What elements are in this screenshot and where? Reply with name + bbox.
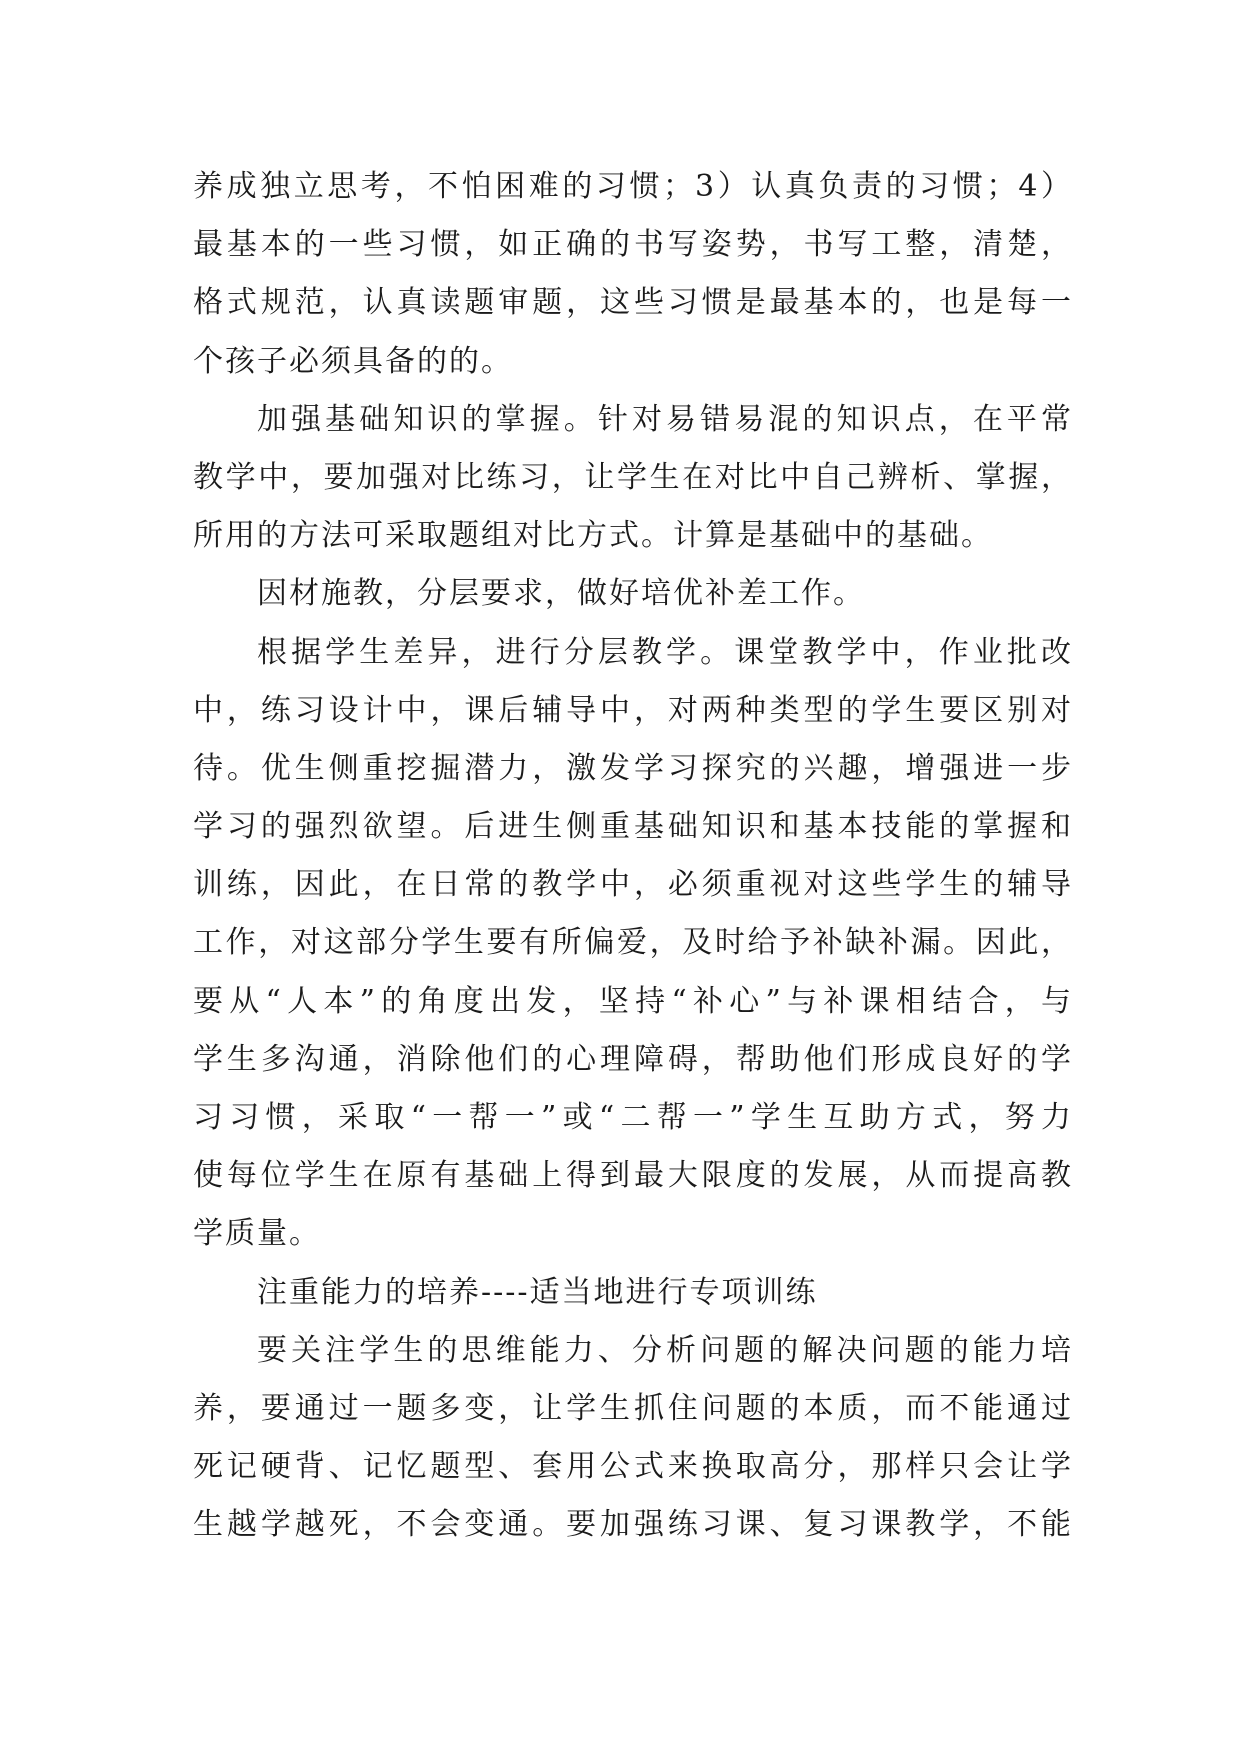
document-body: [193, 158, 1073, 1555]
text-line: 要从“人本”的角度出发，坚持“补心”与补课相结合，与: [193, 983, 1073, 1019]
text-line: 加强基础知识的掌握。针对易错易混的知识点，在平常: [257, 401, 1073, 437]
text-line: 习习惯，采取“一帮一”或“二帮一”学生互助方式，努力: [193, 1100, 1073, 1135]
text-line: 根据学生差异，进行分层教学。课堂教学中，作业批改: [257, 634, 1073, 670]
text-line: 要关注学生的思维能力、分析问题的解决问题的能力培: [257, 1332, 1073, 1368]
text-line: 因材施教，分层要求，做好培优补差工作。: [257, 576, 865, 612]
text-line: 学生多沟通，消除他们的心理障碍，帮助他们形成良好的学: [193, 1041, 1073, 1077]
text-line: 学习的强烈欲望。后进生侧重基础知识和基本技能的掌握和: [193, 809, 1073, 845]
text-line: 格式规范，认真读题审题，这些习惯是最基本的，也是每一: [193, 285, 1073, 321]
text-line: 训练，因此，在日常的教学中，必须重视对这些学生的辅导: [193, 867, 1073, 903]
text-line: 最基本的一些习惯，如正确的书写姿势，书写工整，清楚，: [193, 227, 1073, 263]
text-line: 工作，对这部分学生要有所偏爱，及时给予补缺补漏。因此，: [193, 925, 1073, 961]
text-line: 死记硬背、记忆题型、套用公式来换取高分，那样只会让学: [193, 1449, 1073, 1485]
text-line: 所用的方法可采取题组对比方式。计算是基础中的基础。: [193, 518, 993, 554]
text-line: 学质量。: [193, 1216, 321, 1252]
text-line: 教学中，要加强对比练习，让学生在对比中自己辨析、掌握，: [193, 459, 1073, 495]
text-line: 生越学越死，不会变通。要加强练习课、复习课教学，不能: [193, 1507, 1073, 1543]
text-line: 使每位学生在原有基础上得到最大限度的发展，从而提高教: [193, 1158, 1073, 1194]
text-line: 养成独立思考，不怕困难的习惯；3）认真负责的习惯；4）: [193, 169, 1073, 204]
text-line: 待。优生侧重挖掘潜力，激发学习探究的兴趣，增强进一步: [193, 750, 1073, 786]
text-line: 个孩子必须具备的的。: [193, 343, 513, 379]
text-line: 中，练习设计中，课后辅导中，对两种类型的学生要区别对: [193, 692, 1073, 728]
text-line: 注重能力的培养----适当地进行专项训练: [257, 1274, 818, 1310]
text-line: 养，要通过一题多变，让学生抓住问题的本质，而不能通过: [193, 1390, 1073, 1426]
